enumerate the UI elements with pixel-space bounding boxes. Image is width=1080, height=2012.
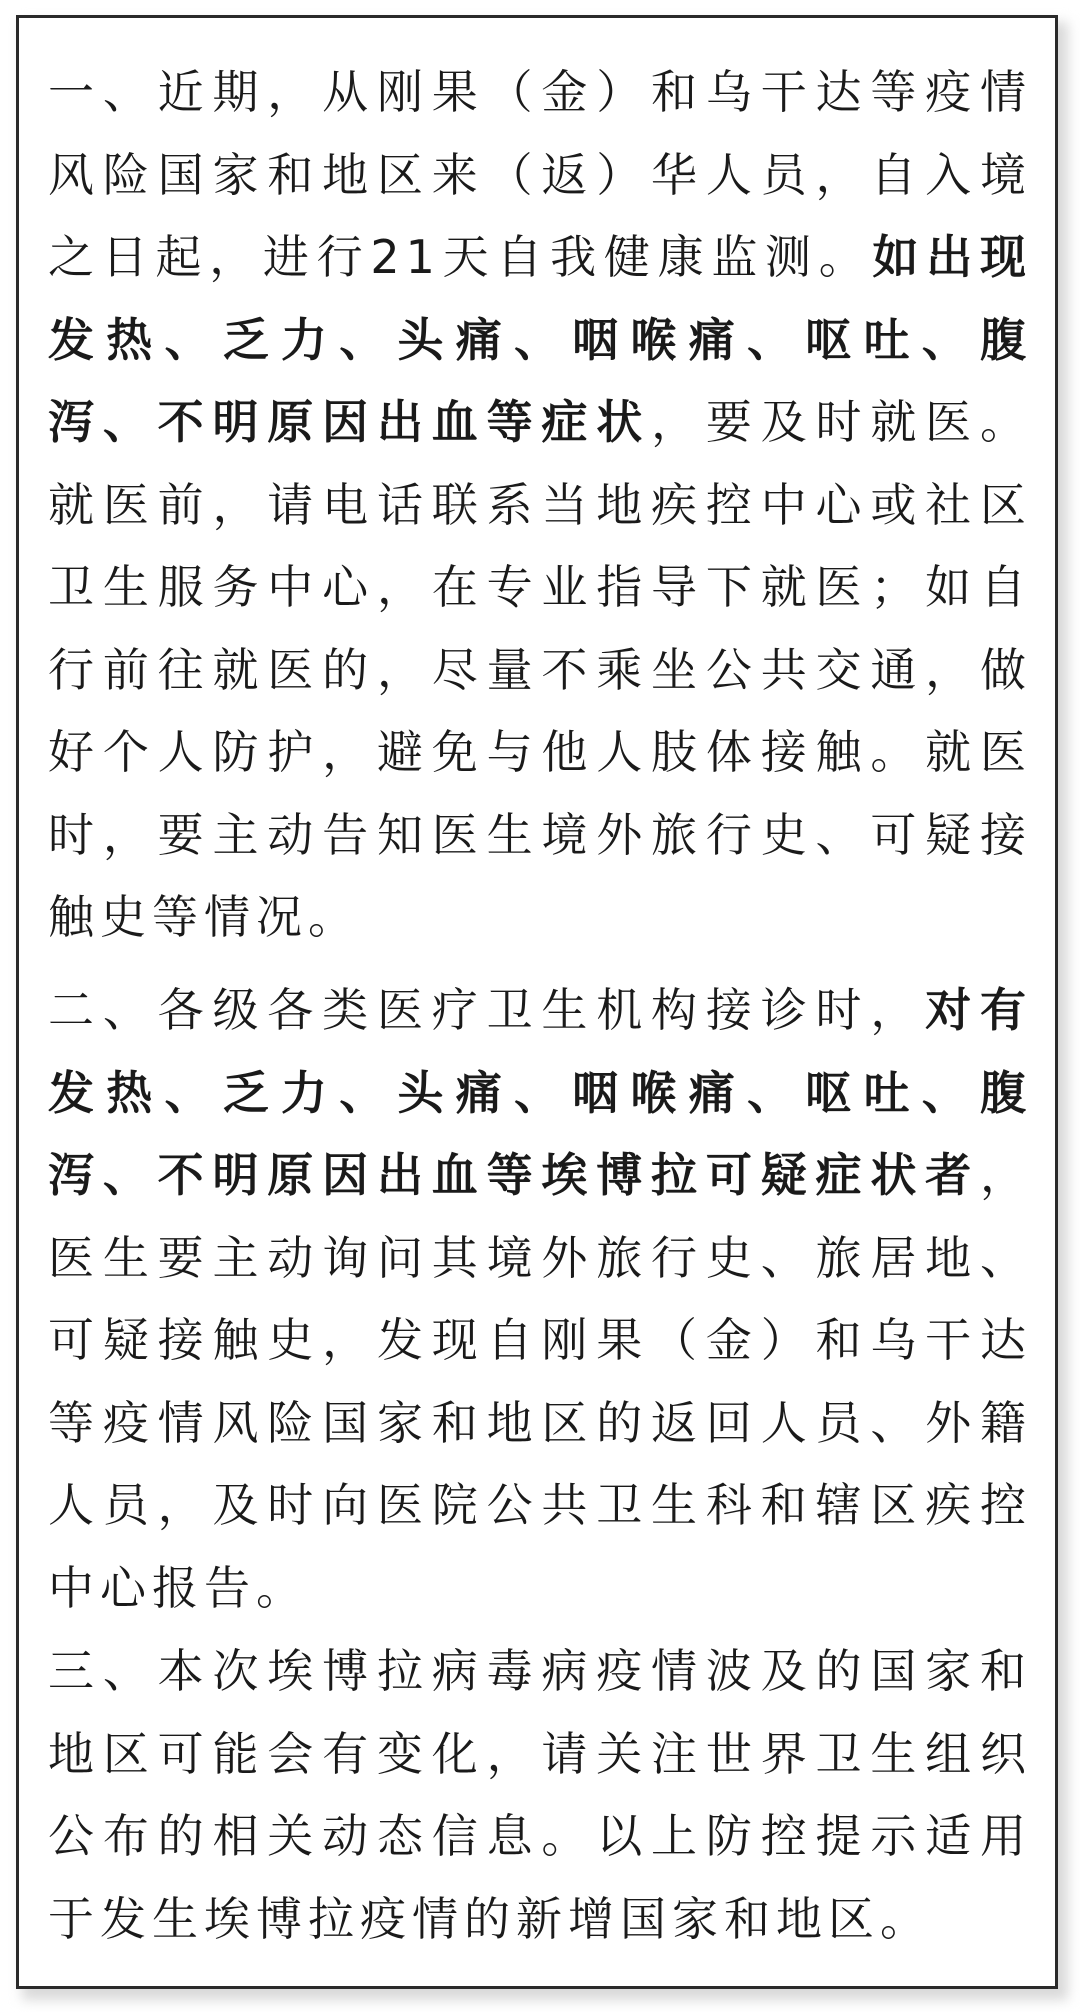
section-1-symptoms-bold: 如出现发热、乏力、头痛、咽喉痛、呕吐、腹泻、不明原因出血等症状	[48, 230, 1032, 449]
section-3-text: 三、本次埃博拉病毒病疫情波及的国家和地区可能会有变化，请关注世界卫生组织公布的相关动态信息。以上防控提示适用于发生埃博拉疫情的新增国家和地区。	[48, 1644, 1032, 1946]
section-1-intro: 一、近期，从刚果（金）和乌干达等疫情风险国家和地区来（返）华人员，自入境之日起，进行21天自我健康监测。	[48, 65, 1032, 284]
section-2-intro: 二、各级各类医疗卫生机构接诊时，	[48, 983, 926, 1037]
section-3-paragraph	[48, 1630, 1032, 1960]
section-1-rest: ，要及时就医。就医前，请电话联系当地疾控中心或社区卫生服务中心，在专业指导下就医；如自行前往就医的，尽量不乘坐公共交通，做好个人防护，避免与他人肢体接触。就医时，要主动告知医生境外旅行史、可疑接触史等情况。	[48, 395, 1033, 944]
section-1-paragraph	[48, 51, 1032, 959]
section-2-symptoms-bold: 对有发热、乏力、头痛、咽喉痛、呕吐、腹泻、不明原因出血等埃博拉可疑症状者	[48, 983, 1033, 1202]
section-2-rest: ，医生要主动询问其境外旅行史、旅居地、可疑接触史，发现自刚果（金）和乌干达等疫情风险国家和地区的返回人员、外籍人员，及时向医院公共卫生科和辖区疾控中心报告。	[48, 1148, 1032, 1615]
notice-frame	[16, 15, 1058, 1989]
section-2-paragraph	[48, 969, 1032, 1629]
